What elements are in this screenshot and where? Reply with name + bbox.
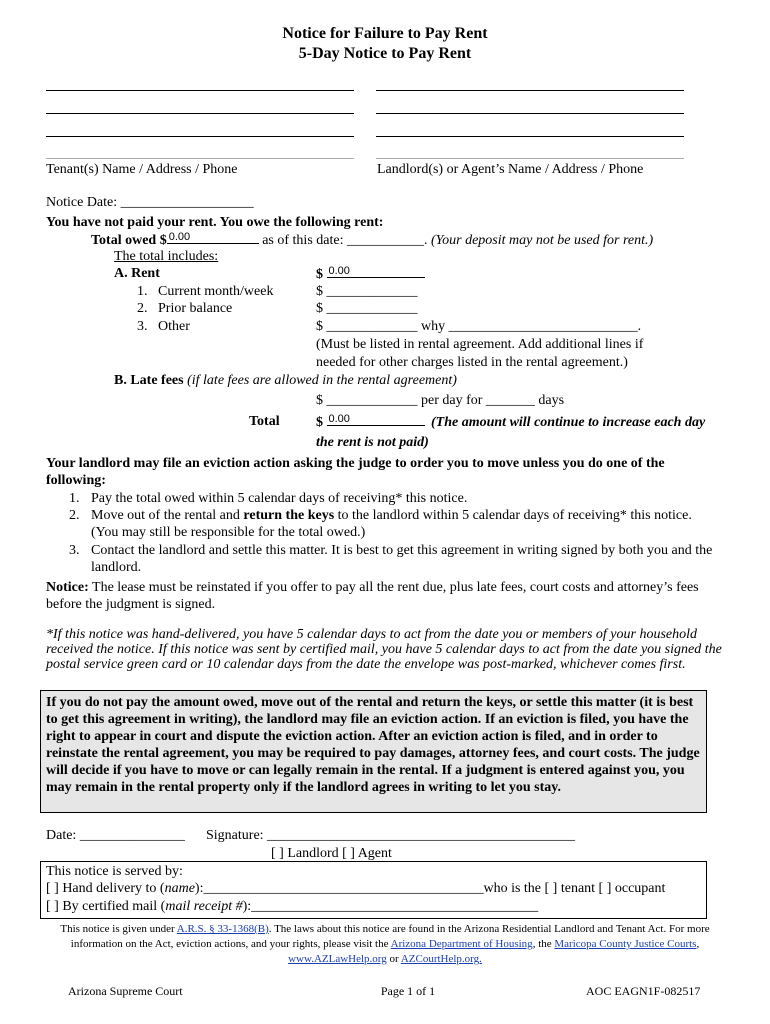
option-2-num: 2. bbox=[69, 508, 80, 523]
late-fees-field[interactable]: $ _____________ per day for _______ days bbox=[316, 393, 565, 408]
notice-date-field[interactable]: Notice Date: ___________________ bbox=[46, 195, 254, 210]
total-owed-row bbox=[91, 231, 653, 249]
item-3-amount-field[interactable]: $ _____________ why ___________________________. bbox=[316, 319, 642, 334]
rent-label: A. Rent bbox=[114, 266, 160, 281]
total-note: (The amount will continue to increase each day the rent is not paid) bbox=[316, 415, 706, 450]
tenant-line-2[interactable] bbox=[46, 113, 354, 114]
rent-amount-field[interactable] bbox=[327, 265, 425, 278]
landlord-label: Landlord(s) or Agent’s Name / Address / Phone bbox=[377, 162, 644, 177]
item-3-num: 3. bbox=[137, 319, 148, 334]
total-amount-value: 0.00 bbox=[328, 413, 350, 425]
footer-form-code: AOC EAGN1F-082517 bbox=[586, 984, 701, 998]
landlord-line-1[interactable] bbox=[376, 90, 684, 91]
total-owed-value: 0.00 bbox=[168, 231, 191, 243]
return-keys-emphasis: return the keys bbox=[243, 508, 335, 523]
page-subtitle: 5-Day Notice to Pay Rent bbox=[298, 45, 472, 62]
deposit-note: (Your deposit may not be used for rent.) bbox=[430, 233, 654, 248]
option-2-text: Move out of the rental and return the keys to the landlord within 5 calendar days of receiving* this notice. (You may still be responsible for the total owed.) bbox=[91, 508, 692, 540]
option-3-text: Contact the landlord and settle this matter. It is best to get this agreement in writing signed by both you and the landlord. bbox=[91, 543, 713, 575]
housing-link[interactable]: Arizona Department of Housing bbox=[390, 938, 533, 950]
total-includes-label: The total includes: bbox=[114, 249, 219, 264]
item-1-label: Current month/week bbox=[158, 284, 274, 299]
footer-page-number: Page 1 of 1 bbox=[380, 984, 436, 998]
delivery-note: *If this notice was hand-delivered, you have 5 calendar days to act from the date you or members of your household received the notice. If this notice was sent by certified mail, you have 5 calendar days to act from the date you signed the postal service green card or 10 calendar days from the date the envelope was post-marked, whichever comes first. bbox=[46, 627, 722, 672]
item-2-amount-field[interactable]: $ _____________ bbox=[316, 301, 418, 316]
total-owed-field[interactable] bbox=[167, 231, 259, 244]
item-1-num: 1. bbox=[137, 284, 148, 299]
footer-paragraph: This notice is given under A.R.S. § 33-1368(B). The laws about this notice are found in the Arizona Residential Landlord and Tenant Act. For more information on the Act, eviction actions, and your rights, please visit the Arizona Department of Housing, the Maricopa County Justice Courts, www.AZLawHelp.org or AZCourtHelp.org. bbox=[60, 923, 710, 965]
other-note: (Must be listed in rental agreement. Add additional lines if needed for other charges listed in the rental agreement.) bbox=[316, 337, 644, 370]
landlord-line-4[interactable] bbox=[376, 158, 684, 159]
total-owed-label: Total owed $ bbox=[91, 233, 167, 248]
footer-court-name: Arizona Supreme Court bbox=[68, 984, 183, 998]
option-1-num: 1. bbox=[69, 491, 80, 506]
late-fees-note: (if late fees are allowed in the rental agreement) bbox=[187, 373, 457, 388]
total-label: Total bbox=[249, 414, 280, 429]
tenant-label: Tenant(s) Name / Address / Phone bbox=[46, 162, 238, 177]
served-heading: This notice is served by: bbox=[46, 864, 183, 879]
late-fees-row bbox=[114, 372, 457, 389]
tenant-line-1[interactable] bbox=[46, 90, 354, 91]
eviction-warning-box: If you do not pay the amount owed, move out of the rental and return the keys, or settle this matter (it is best to get this agreement in writing), the landlord may file an eviction action. If an eviction is filed, you have the right to appear in court and dispute the eviction action. After an eviction action is filed, and in order to reinstate the rental agreement, you may be required to pay damages, attorney fees, and court costs. The judge will decide if you have to move or can legally remain in the rental. If a judgment is entered against you, you may remain in the rental property only if the landlord agrees in writing to let you stay. bbox=[40, 690, 707, 813]
item-3-label: Other bbox=[158, 319, 190, 334]
notice-paragraph: Notice: The lease must be reinstated if you offer to pay all the rent due, plus late fees, court costs and attorney’s fees before the judgment is signed. bbox=[46, 580, 699, 612]
justice-courts-link[interactable]: Maricopa County Justice Courts bbox=[554, 938, 697, 950]
statute-link[interactable]: A.R.S. § 33-1368(B) bbox=[176, 923, 269, 935]
total-row: $ 0.00 bbox=[316, 413, 425, 431]
notice-bold-label: Notice: bbox=[46, 580, 89, 595]
late-fees-label: B. Late fees bbox=[114, 373, 184, 388]
hand-delivery-field[interactable]: [ ] Hand delivery to (name):________________________________________who is the [ ] tenant [ ] occupant bbox=[46, 881, 666, 896]
option-1-text: Pay the total owed within 5 calendar days of receiving* this notice. bbox=[91, 491, 468, 506]
rent-amount-value: 0.00 bbox=[328, 265, 350, 277]
landlord-line-2[interactable] bbox=[376, 113, 684, 114]
option-3-num: 3. bbox=[69, 543, 80, 558]
item-1-amount-field[interactable]: $ _____________ bbox=[316, 284, 418, 299]
certified-mail-field[interactable]: [ ] By certified mail (mail receipt #):_________________________________________ bbox=[46, 899, 539, 914]
as-of-date-field[interactable]: as of this date: ___________. bbox=[262, 233, 428, 248]
tenant-line-3[interactable] bbox=[46, 136, 354, 137]
landlord-line-3[interactable] bbox=[376, 136, 684, 137]
item-2-num: 2. bbox=[137, 301, 148, 316]
page-title: Notice for Failure to Pay Rent bbox=[282, 25, 488, 42]
item-2-label: Prior balance bbox=[158, 301, 233, 316]
signature-field[interactable]: Signature: ____________________________________________ bbox=[206, 828, 576, 843]
azlawhelp-link[interactable]: www.AZLawHelp.org bbox=[288, 953, 387, 965]
rent-amount-row: $ 0.00 bbox=[316, 265, 425, 283]
tenant-line-4[interactable] bbox=[46, 158, 354, 159]
azcourthelp-link[interactable]: AZCourtHelp.org. bbox=[400, 953, 482, 965]
date-field[interactable]: Date: _______________ bbox=[46, 828, 185, 843]
landlord-agent-checkboxes[interactable]: [ ] Landlord [ ] Agent bbox=[271, 846, 392, 861]
owe-heading: You have not paid your rent. You owe the following rent: bbox=[46, 215, 384, 230]
eviction-warning: Your landlord may file an eviction action asking the judge to order you to move unless you do one of the following: bbox=[46, 456, 665, 488]
